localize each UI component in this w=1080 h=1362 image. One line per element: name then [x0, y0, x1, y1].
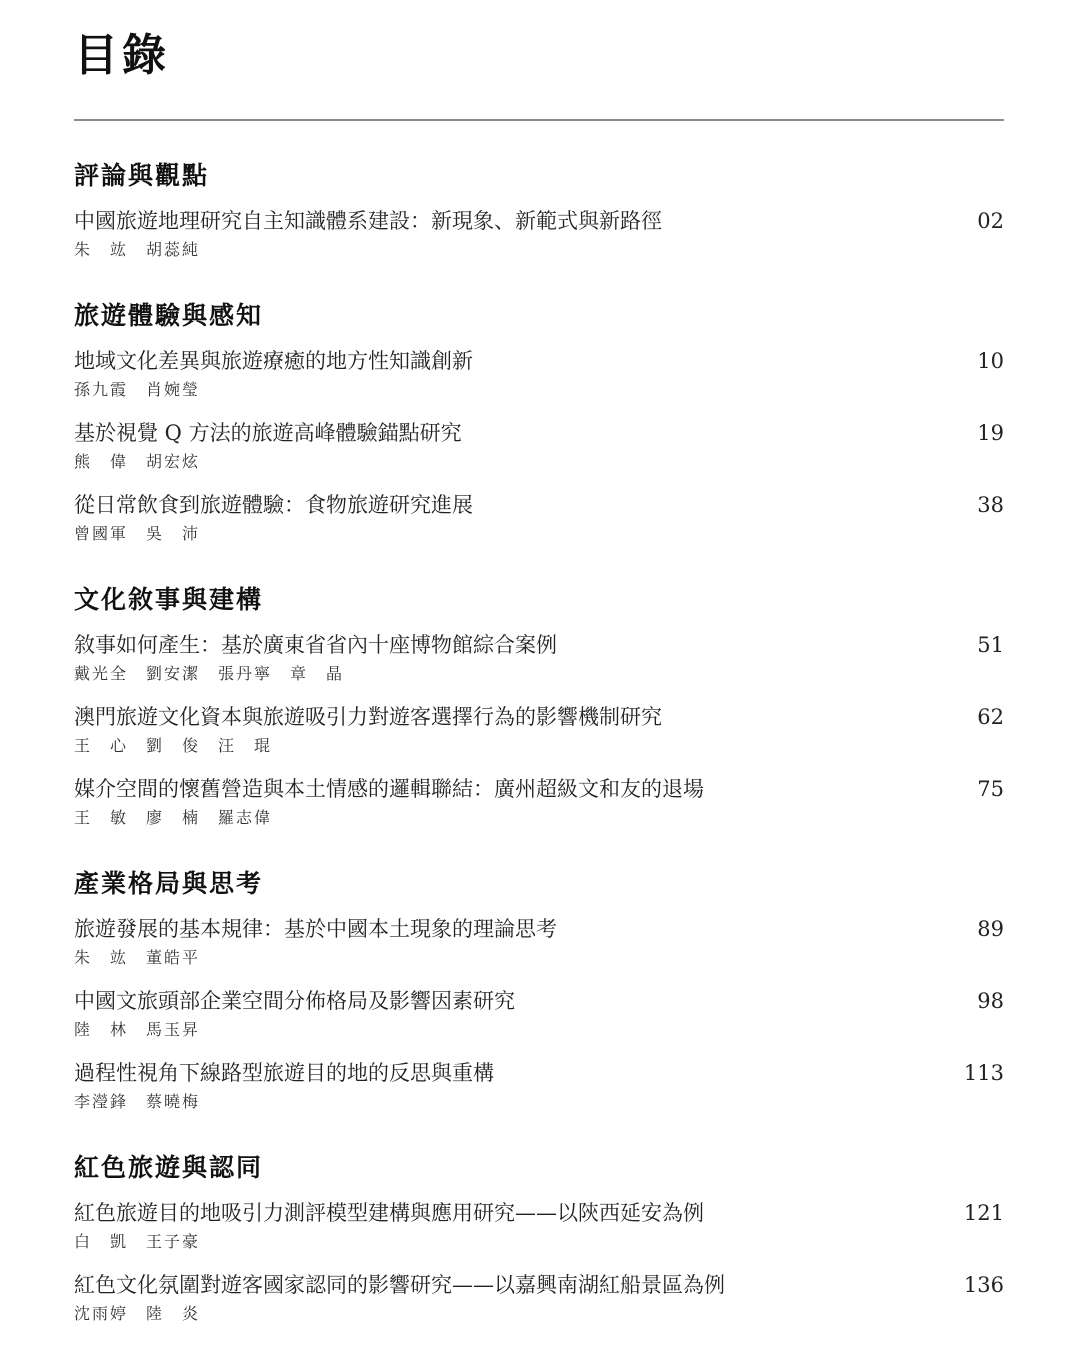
article-authors: 陸 林 馬玉昇 [74, 1020, 201, 1039]
page-number: 136 [963, 1273, 1004, 1297]
article-authors: 白 凱 王子豪 [74, 1232, 201, 1251]
article-title: 地域文化差異與旅遊療癒的地方性知識創新 [74, 349, 473, 373]
section-heading: 紅色旅遊與認同 [74, 1153, 264, 1182]
title-divider [74, 119, 1004, 121]
article-authors: 王 心 劉 俊 汪 琨 [74, 736, 273, 755]
page-number: 38 [977, 493, 1004, 517]
section-heading: 評論與觀點 [74, 161, 210, 190]
page-title: 目錄 [74, 30, 170, 81]
section-heading: 旅遊體驗與感知 [74, 301, 264, 330]
article-title: 基於視覺 Q 方法的旅遊高峰體驗錨點研究 [74, 421, 462, 445]
toc-entry[interactable] [74, 206, 1004, 278]
article-authors: 李瀅鋒 蔡曉梅 [74, 1092, 201, 1111]
toc-entry[interactable] [74, 986, 1004, 1058]
table-of-contents [74, 158, 1004, 1362]
toc-section [74, 158, 1004, 278]
toc-entry[interactable] [74, 1270, 1004, 1342]
article-title: 敘事如何產生：基於廣東省省內十座博物館綜合案例 [74, 633, 557, 657]
article-title: 澳門旅遊文化資本與旅遊吸引力對遊客選擇行為的影響機制研究 [74, 705, 662, 729]
article-authors: 孫九霞 肖婉瑩 [74, 380, 201, 399]
article-authors: 戴光全 劉安潔 張丹寧 章 晶 [74, 664, 345, 683]
article-title: 從日常飲食到旅遊體驗：食物旅遊研究進展 [74, 493, 473, 517]
toc-entry[interactable] [74, 630, 1004, 702]
toc-entry[interactable] [74, 346, 1004, 418]
toc-entry[interactable] [74, 490, 1004, 562]
article-title: 中國文旅頭部企業空間分佈格局及影響因素研究 [74, 989, 515, 1013]
toc-section [74, 298, 1004, 562]
article-title: 過程性視角下線路型旅遊目的地的反思與重構 [74, 1061, 494, 1085]
article-title: 媒介空間的懷舊營造與本土情感的邏輯聯結：廣州超級文和友的退場 [74, 777, 704, 801]
page-number: 10 [977, 349, 1004, 373]
toc-entry[interactable] [74, 418, 1004, 490]
toc-section [74, 582, 1004, 846]
toc-entry[interactable] [74, 1198, 1004, 1270]
page-number: 62 [977, 705, 1004, 729]
article-authors: 王 敏 廖 楠 羅志偉 [74, 808, 273, 827]
page-number: 75 [977, 777, 1004, 801]
page-number: 89 [977, 917, 1004, 941]
page-number: 98 [977, 989, 1004, 1013]
toc-entry[interactable] [74, 774, 1004, 846]
article-authors: 曾國軍 吳 沛 [74, 524, 201, 543]
toc-entry[interactable] [74, 1058, 1004, 1130]
toc-entry[interactable] [74, 914, 1004, 986]
page-number: 51 [977, 633, 1004, 657]
article-authors: 熊 偉 胡宏炫 [74, 452, 201, 471]
section-heading: 文化敘事與建構 [74, 585, 264, 614]
section-heading: 產業格局與思考 [74, 869, 264, 898]
toc-entry[interactable] [74, 702, 1004, 774]
article-title: 紅色旅遊目的地吸引力測評模型建構與應用研究——以陝西延安為例 [74, 1201, 704, 1225]
article-title: 紅色文化氛圍對遊客國家認同的影響研究——以嘉興南湖紅船景區為例 [74, 1273, 725, 1297]
article-authors: 朱 竑 胡蕊純 [74, 240, 201, 259]
page-number: 113 [963, 1061, 1004, 1085]
page-number: 19 [977, 421, 1004, 445]
article-authors: 朱 竑 董皓平 [74, 948, 201, 967]
page-number: 121 [963, 1201, 1004, 1225]
article-title: 中國旅遊地理研究自主知識體系建設：新現象、新範式與新路徑 [74, 209, 662, 233]
article-authors: 沈雨婷 陸 炎 [74, 1304, 201, 1323]
toc-section [74, 1150, 1004, 1342]
toc-section [74, 866, 1004, 1130]
article-title: 旅遊發展的基本規律：基於中國本土現象的理論思考 [74, 917, 557, 941]
page-number: 02 [977, 209, 1004, 233]
